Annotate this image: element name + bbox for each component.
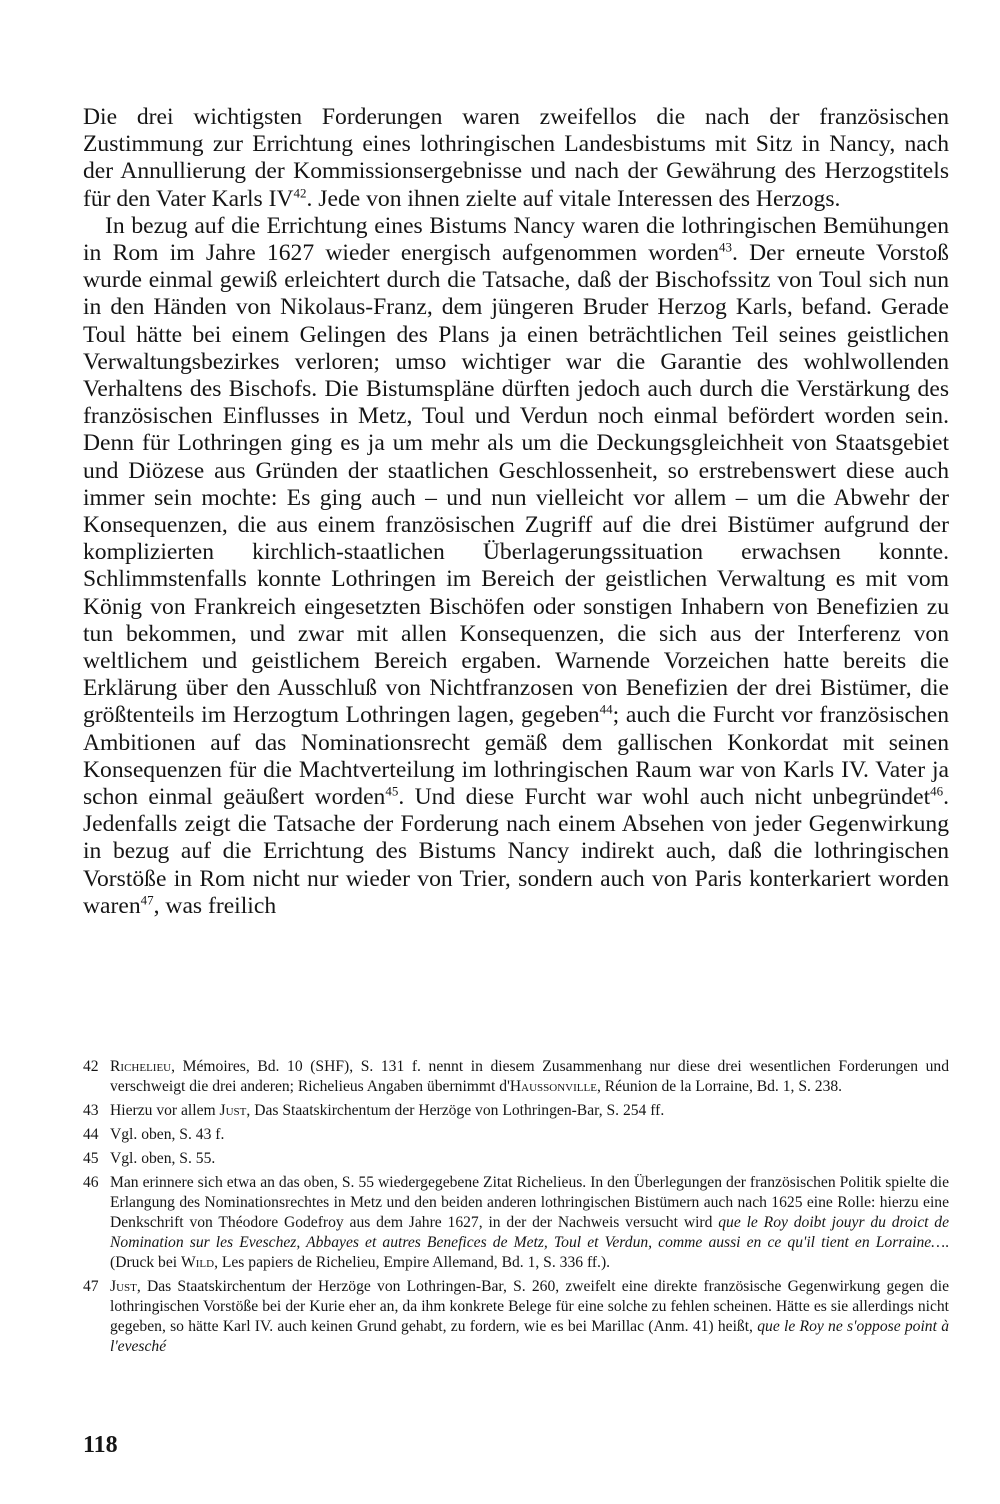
text-run: . (Druck bei: [110, 1234, 949, 1271]
text-run: , Das Staatskirchentum der Herzöge von Lothringen-Bar, S. 260, zweifelt eine direkte französische Gegenwirkung gegen die lothringischen Vorstöße bei der Kurie eher an, da ihm konkrete Belege für eine solche zu fehlen scheinen. Hätte es sie allerdings nicht gegeben, so hätte Karl IV. auch keinen Grund gehabt, zu fordern, wie es bei Marillac (Anm. 41) heißt,: [110, 1278, 949, 1335]
author-name: Haussonville: [509, 1078, 597, 1095]
author-name: Richelieu: [110, 1058, 172, 1075]
text-run: Vgl. oben, S. 55.: [110, 1150, 216, 1167]
text-run: , Das Staatskirchentum der Herzöge von Lothringen-Bar, S. 254 ff.: [246, 1102, 665, 1119]
main-text: [83, 104, 949, 920]
paragraph: [83, 213, 949, 920]
footnote-number: 46: [83, 1174, 99, 1191]
footnote-ref: 44: [599, 702, 613, 718]
footnote-number: 45: [83, 1150, 99, 1167]
footnote-number: 43: [83, 1102, 99, 1119]
text-run: ; auch die Furcht vor französischen Ambitionen auf das Nominationsrecht gemäß dem gallischen Konkordat mit seinen Konsequenzen für die Machtverteilung im lothringischen Raum war von Karls IV. Vater ja schon einmal geäußert worden: [83, 702, 949, 811]
text-run: . Der erneute Vorstoß wurde einmal gewiß erleichtert durch die Tatsache, daß der Bischofssitz von Toul sich nun in den Händen von Nikolaus-Franz, dem jüngeren Bruder Herzog Karls, befand. Gerade Toul hätte bei einem Gelingen des Plans ja einen beträchtlichen Teil seines geistlichen Verwaltungsbezirkes verloren; umso wichtiger war die Garantie des wohlwollenden Verhaltens des Bischofs. Die Bistumspläne dürften jedoch auch durch die Verstärkung des französischen Einflusses in Metz, Toul und Verdun noch einmal befördert worden sein. Denn für Lothringen ging es ja um mehr als um die Deckungsgleichheit von Staatsgebiet und Diözese aus Gründen der staatlichen Geschlossenheit, so erstrebenswert diese auch immer sein mochte: Es ging auch – und nun vielleicht vor allem – um die Abwehr der Konsequenzen, die aus einem französischen Zugriff auf die drei Bistümer aufgrund der komplizierten kirchlich-staatlichen Überlagerungssituation erwachsen konnte. Schlimmstenfalls konnte Lothringen im Bereich der geistlichen Verwaltung es mit vom König von Frankreich eingesetzten Bischöfen oder sonstigen Inhabern von Benefizien zu tun bekommen, und zwar mit allen Konsequenzen, die sich aus der Interferenz von weltlichem und geistlichem Bereich ergaben. Warnende Vorzeichen hatte bereits die Erklärung über den Ausschluß von Nichtfranzosen von Benefizien der drei Bistümer, die größtenteils im Herzogtum Lothringen lagen, gegeben: [83, 240, 949, 729]
author-name: Just: [110, 1278, 137, 1295]
text-run: . Jede von ihnen zielte auf vitale Interessen des Herzogs.: [306, 185, 841, 212]
footnote-ref: 47: [140, 892, 154, 908]
quoted-text: que le Roy ne s'oppose point à l'evesché: [110, 1318, 950, 1355]
text-run: In bezug auf die Errichtung eines Bistums Nancy waren die lothringischen Bemühungen in Rom im Jahre 1627 wieder energisch aufgenommen worden: [83, 212, 949, 267]
footnote-ref: 42: [293, 185, 307, 201]
footnote: [83, 1149, 949, 1169]
text-run: Hierzu vor allem: [110, 1102, 220, 1119]
footnote: [83, 1125, 949, 1145]
text-run: , Les papiers de Richelieu, Empire Allemand, Bd. 1, S. 336 ff.).: [214, 1254, 611, 1271]
footnote: [83, 1101, 949, 1121]
footnote-number: 47: [83, 1278, 99, 1295]
text-run: , Mémoires, Bd. 10 (SHF), S. 131 f. nennt in diesem Zusammenhang nur diese drei wesentlichen Forderungen und verschweigt die drei anderen; Richelieus Angaben übernimmt d': [110, 1058, 949, 1095]
footnote-number: 44: [83, 1126, 99, 1143]
footnotes: [83, 1057, 949, 1361]
text-run: Man erinnere sich etwa an das oben, S. 55 wiedergegebene Zitat Richelieus. In den Überlegungen der französischen Politik spielte die Erlangung des Nominationsrechtes in Metz und den beiden anderen lothringischen Bistümern auch nach 1625 eine Rolle: hierzu eine Denkschrift von Théodore Godefroy aus dem Jahre 1627, in der der Nachweis versucht wird: [110, 1174, 949, 1231]
text-run: . Jedenfalls zeigt die Tatsache der Forderung nach einem Absehen von jeder Gegenwirkung in bezug auf die Errichtung des Bistums Nancy indirekt auch, daß die lothringischen Vorstöße in Rom nicht nur wieder von Trier, sondern auch von Paris konterkariert worden waren: [83, 784, 950, 919]
paragraph: [83, 104, 949, 213]
footnote-ref: 43: [719, 239, 732, 255]
author-name: Wild: [181, 1254, 215, 1271]
text-run: , Réunion de la Lorraine, Bd. 1, S. 238.: [596, 1078, 843, 1095]
footnote-number: 42: [83, 1058, 99, 1075]
footnote: [83, 1277, 949, 1357]
text-run: Die drei wichtigsten Forderungen waren zweifellos die nach der französischen Zustimmung zur Errichtung eines lothringischen Landesbistums mit Sitz in Nancy, nach der Annullierung der Kommissionsergebnisse und nach der Gewährung des Herzogstitels für den Vater Karls IV: [83, 104, 949, 212]
author-name: Just: [219, 1102, 247, 1119]
text-run: , was freilich: [153, 892, 277, 919]
text-run: Vgl. oben, S. 43 f.: [110, 1126, 225, 1143]
text-run: . Und diese Furcht war wohl auch nicht unbegründet: [398, 784, 931, 811]
footnote-ref: 46: [930, 783, 944, 799]
footnote-ref: 45: [385, 783, 399, 799]
footnote: [83, 1057, 949, 1097]
page-number: 118: [83, 1432, 118, 1458]
footnote: [83, 1173, 949, 1273]
quoted-text: que le Roy doibt jouyr du droict de Nomination sur les Eveschez, Abbayes et autres Benefices de Metz, Toul et Verdun, comme aussi en ce qu'il tient en Lorraine…: [110, 1214, 949, 1251]
